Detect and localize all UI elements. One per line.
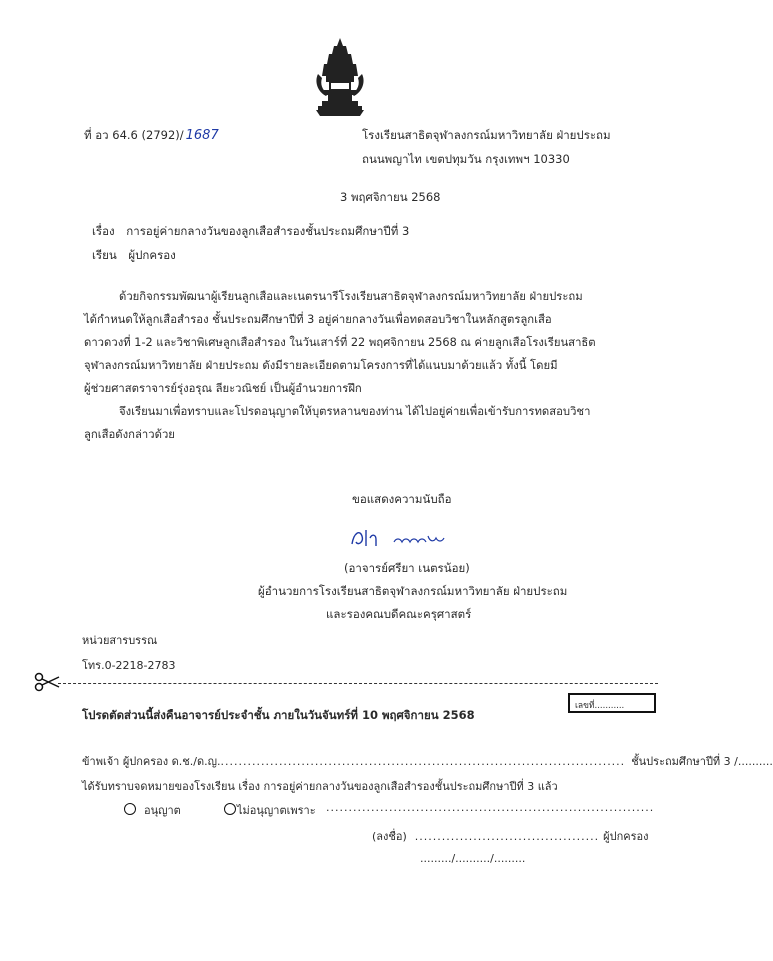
subject-text: การอยู่ค่ายกลางวันของลูกเสือสำรองชั้นประถมศึกษาปีที่ 3 (126, 224, 410, 238)
school-address-line2: ถนนพญาไท เขตปทุมวัน กรุงเทพฯ 10330 (362, 152, 570, 166)
body-para2-line2: ลูกเสือดังกล่าวด้วย (84, 428, 175, 441)
signatory-position1: ผู้อำนวยการโรงเรียนสาธิตจุฬาลงกรณ์มหาวิทยาลัย ฝ่ายประถม (258, 584, 568, 598)
subject-line (92, 223, 409, 241)
slip-line2: ได้รับทราบจดหมายของโรงเรียน เรื่อง การอยู่ค่ายกลางวันของลูกเสือสำรองชั้นประถมศึกษาปีที่ 3 แล้ว (82, 780, 558, 793)
slip-reference-label: เลขที่........... (575, 701, 625, 711)
slip-date-field[interactable]: ........./........../......... (420, 852, 526, 865)
slip-reference-box (568, 693, 656, 713)
slip-line1-suffix: ชั้นประถมศึกษาปีที่ 3 /.......... (631, 755, 773, 768)
slip-sign-line (372, 827, 649, 845)
subject-label: เรื่อง (92, 224, 115, 238)
reference-number (84, 127, 219, 145)
reference-handwritten: 1687 (185, 128, 219, 143)
signatory-position2: และรองคณบดีคณะครุศาสตร์ (326, 607, 472, 621)
body-para1-line3: ดาวดวงที่ 1-2 และวิชาพิเศษลูกเสือสำรอง ในวันเสาร์ที่ 22 พฤศจิกายน 2568 ณ ค่ายลูกเสือโรงเรียนสาธิต (84, 336, 596, 349)
signature (348, 524, 458, 556)
letter-date: 3 พฤศจิกายน 2568 (340, 190, 441, 204)
sign-label: (ลงชื่อ) (372, 830, 407, 843)
student-name-field[interactable]: .......................................................................................... (220, 755, 626, 768)
slip-line1-prefix: ข้าพเจ้า ผู้ปกครอง ด.ช./ด.ญ. (82, 755, 221, 768)
cut-line (58, 683, 658, 684)
scissors-icon (34, 672, 60, 696)
body-para1-line1: ด้วยกิจกรรมพัฒนาผู้เรียนลูกเสือและเนตรนารีโรงเรียนสาธิตจุฬาลงกรณ์มหาวิทยาลัย ฝ่ายประถม (119, 290, 583, 303)
body-para1-line4: จุฬาลงกรณ์มหาวิทยาลัย ฝ่ายประถม ดังมีรายละเอียดตามโครงการที่ได้แนบมาด้วยแล้ว ทั้งนี้ โดยมี (84, 359, 558, 372)
school-emblem (314, 36, 366, 118)
deny-label: ไม่อนุญาตเพราะ (237, 804, 316, 817)
closing-respect: ขอแสดงความนับถือ (352, 492, 452, 506)
body-para1-line5: ผู้ช่วยศาสตราจารย์รุ่งอรุณ ลียะวณิชย์ เป็นผู้อำนวยการฝึก (84, 382, 362, 395)
recipient-label: เรียน (92, 248, 117, 262)
slip-line1 (82, 752, 773, 770)
allow-label: อนุญาต (144, 804, 181, 817)
body-para1-line2: ได้กำหนดให้ลูกเสือสำรอง ชั้นประถมศึกษาปีที่ 3 อยู่ค่ายกลางวันเพื่อทดสอบวิชาในหลักสูตรลูกเสือ (84, 313, 552, 326)
recipient-text: ผู้ปกครอง (128, 248, 176, 262)
slip-instruction: โปรดตัดส่วนนี้ส่งคืนอาจารย์ประจำชั้น ภายในวันจันทร์ที่ 10 พฤศจิกายน 2568 (82, 708, 475, 722)
deny-reason-field[interactable]: ......................................................................... (326, 801, 655, 814)
contact-phone: โทร.0-2218-2783 (82, 659, 176, 672)
signatory-name: (อาจารย์ศรียา เนตรน้อย) (344, 561, 470, 575)
allow-radio[interactable] (124, 803, 136, 815)
reference-prefix: ที่ อว 64.6 (2792)/ (84, 128, 184, 142)
school-address-line1: โรงเรียนสาธิตจุฬาลงกรณ์มหาวิทยาลัย ฝ่ายประถม (362, 128, 611, 142)
recipient-line (92, 247, 176, 265)
contact-unit: หน่วยสารบรรณ (82, 634, 158, 647)
sign-suffix: ผู้ปกครอง (603, 830, 649, 843)
body-para2-line1: จึงเรียนมาเพื่อทราบและโปรดอนุญาตให้บุตรหลานของท่าน ได้ไปอยู่ค่ายเพื่อเข้ารับการทดสอบวิชา (119, 405, 591, 418)
sign-field[interactable]: ......................................... (414, 830, 600, 843)
deny-radio[interactable] (224, 803, 236, 815)
